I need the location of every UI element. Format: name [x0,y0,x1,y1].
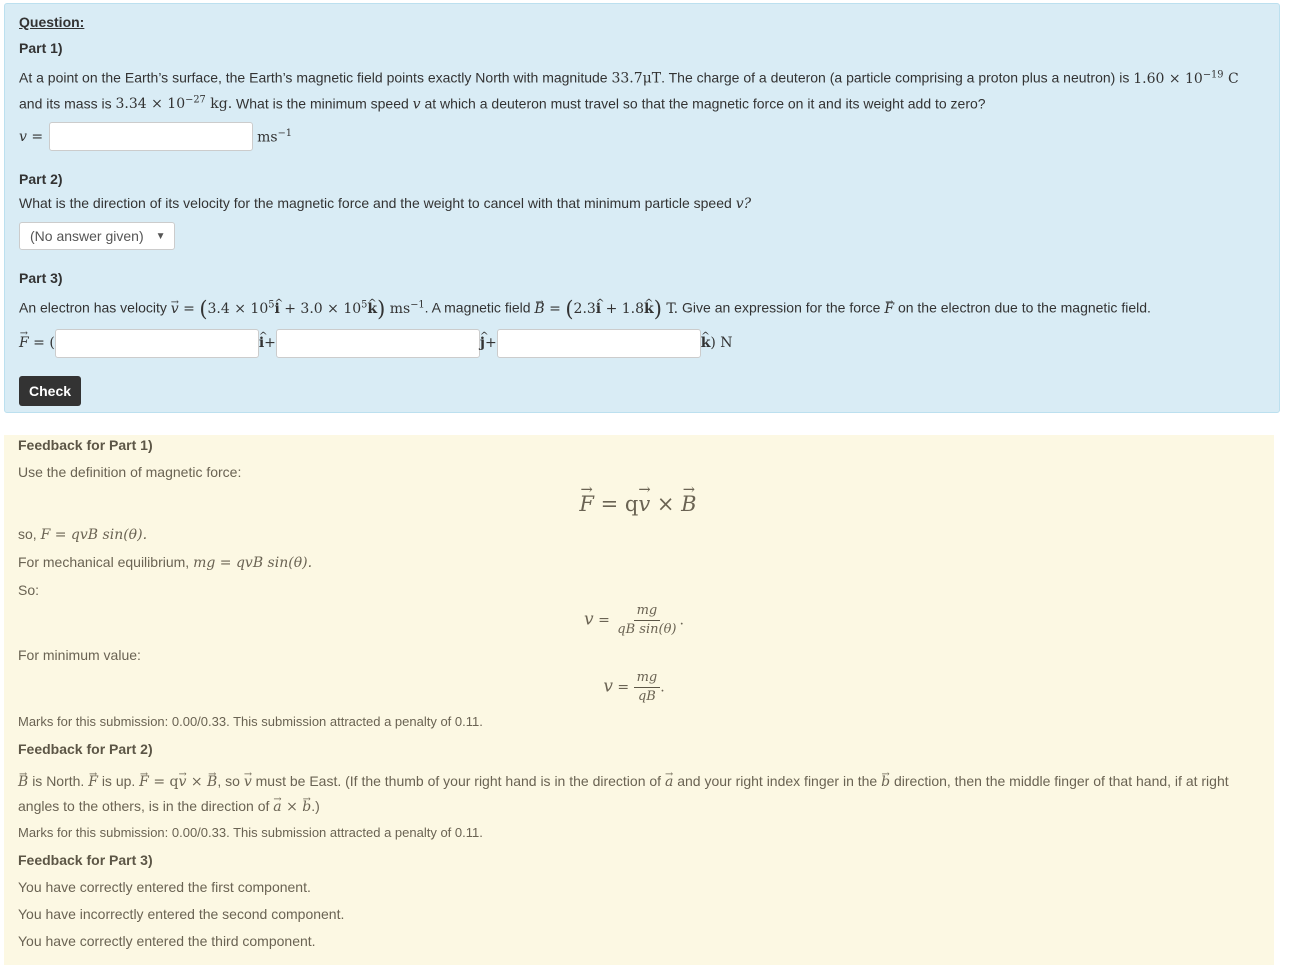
force-label: F → = ( [19,335,55,351]
force-i-input[interactable] [55,329,259,358]
charge-value: $1.60 \times 10^{-19}$ C [1133,69,1239,87]
part3-text [19,294,1265,320]
force-definition: F → = qv → × B → [18,492,1260,516]
question-panel [4,3,1280,413]
part1-text-a: At a point on the Earth’s surface, the Earth’s magnetic field points exactly North with magnitude [19,69,608,86]
part2-text [19,193,1265,215]
part1-title: Part 1) [19,40,63,56]
part1-text-d: What is the minimum speed [236,95,409,112]
part1-text-b: . The charge of a deuteron (a particle comprising a proton plus a neutron) is [661,69,1130,86]
feedback-equilibrium: For mechanical equilibrium, mg = qvB sin(θ). [18,554,313,571]
feedback-part3-c2: You have incorrectly entered the second component. [18,906,345,922]
part3-answer-row [19,329,1265,358]
feedback-so: so, F = qvB sin(θ). [18,526,148,543]
force-j-input[interactable] [276,329,480,358]
feedback-part1-marks: Marks for this submission: 0.00/0.33. This submission attracted a penalty of 0.11. [18,714,483,729]
feedback-panel [4,435,1274,965]
part3-text-a: An electron has velocity [19,299,167,316]
part1-text-e: at which a deuteron must travel so that the magnetic force on it and its weight add to zero? [424,95,986,112]
feedback-part2-title: Feedback for Part 2) [18,741,153,757]
part3-title: Part 3) [19,270,63,287]
feedback-min-label: For minimum value: [18,647,141,663]
part1-answer-row [19,122,1265,151]
part2-select-row [19,222,1265,250]
part3-text-c: Give an expression for the force [682,299,881,316]
check-button[interactable]: Check [19,376,81,406]
chevron-down-icon: ▼ [155,230,166,242]
speed-input[interactable] [49,122,253,151]
j-unit-label: j ^+ [480,335,497,351]
feedback-part1-title: Feedback for Part 1) [18,437,153,453]
part1-text-c: and its mass is [19,95,112,112]
i-unit-label: i ^+ [259,335,276,351]
part2-text-body: What is the direction of its velocity for the magnetic force and the weight to cancel with that minimum particle speed [19,195,732,212]
speed-formula-1: v = $\frac{mg}{\text{qB sin(θ)}}$ . [584,603,684,637]
var-v: v [412,96,421,113]
k-unit-label: k ^) N [701,335,733,351]
feedback-so2: So: [18,582,40,598]
speed-unit: $ms^{-1}$ [257,127,293,146]
feedback-part3-c3: You have correctly entered the third component. [18,933,316,949]
part3-text-b: . A magnetic field [424,299,531,316]
direction-select-value: (No answer given) [30,228,144,245]
feedback-part2-text: B → is North. F → is up. F → = qv → × B →, so v → must be East. (If the thumb of your right hand is in the direction of a → and your right index finger in the b → direction, then the middle finger of that hand, if at right angles to the others, is in the direction of a → × b →.) [18,769,1260,819]
v-label: v = [19,128,44,145]
field-magnitude: 33.7μT [611,70,662,87]
feedback-part2-marks: Marks for this submission: 0.00/0.33. This submission attracted a penalty of 0.11. [18,825,483,840]
part3-text-d: on the electron due to the magnetic field. [897,299,1151,316]
speed-formula-2: v = $\frac{mg}{qB}$ . [603,670,665,704]
part1-text [19,64,1265,115]
direction-select[interactable] [19,222,175,250]
force-k-input[interactable] [497,329,701,358]
feedback-part3-title: Feedback for Part 3) [18,852,153,868]
part2-var: v? [735,196,752,213]
force-symbol: F → [884,301,894,317]
part2-title: Part 2) [19,171,63,188]
mass-value: $3.34 \times 10^{-27}$ kg. [115,94,233,113]
feedback-part3-c1: You have correctly entered the first component. [18,879,311,895]
field-expr: B → = (2.3i ^ + 1.8k ^) T. [534,301,678,317]
velocity-expr: v → = ($3.4 \times 10^5i$ ^ + $3.0 \times 10^5k$ ^) $ms^{-1}$ [171,301,425,317]
question-heading: Question: [19,14,85,30]
feedback-part1-line1: Use the definition of magnetic force: [18,464,242,480]
